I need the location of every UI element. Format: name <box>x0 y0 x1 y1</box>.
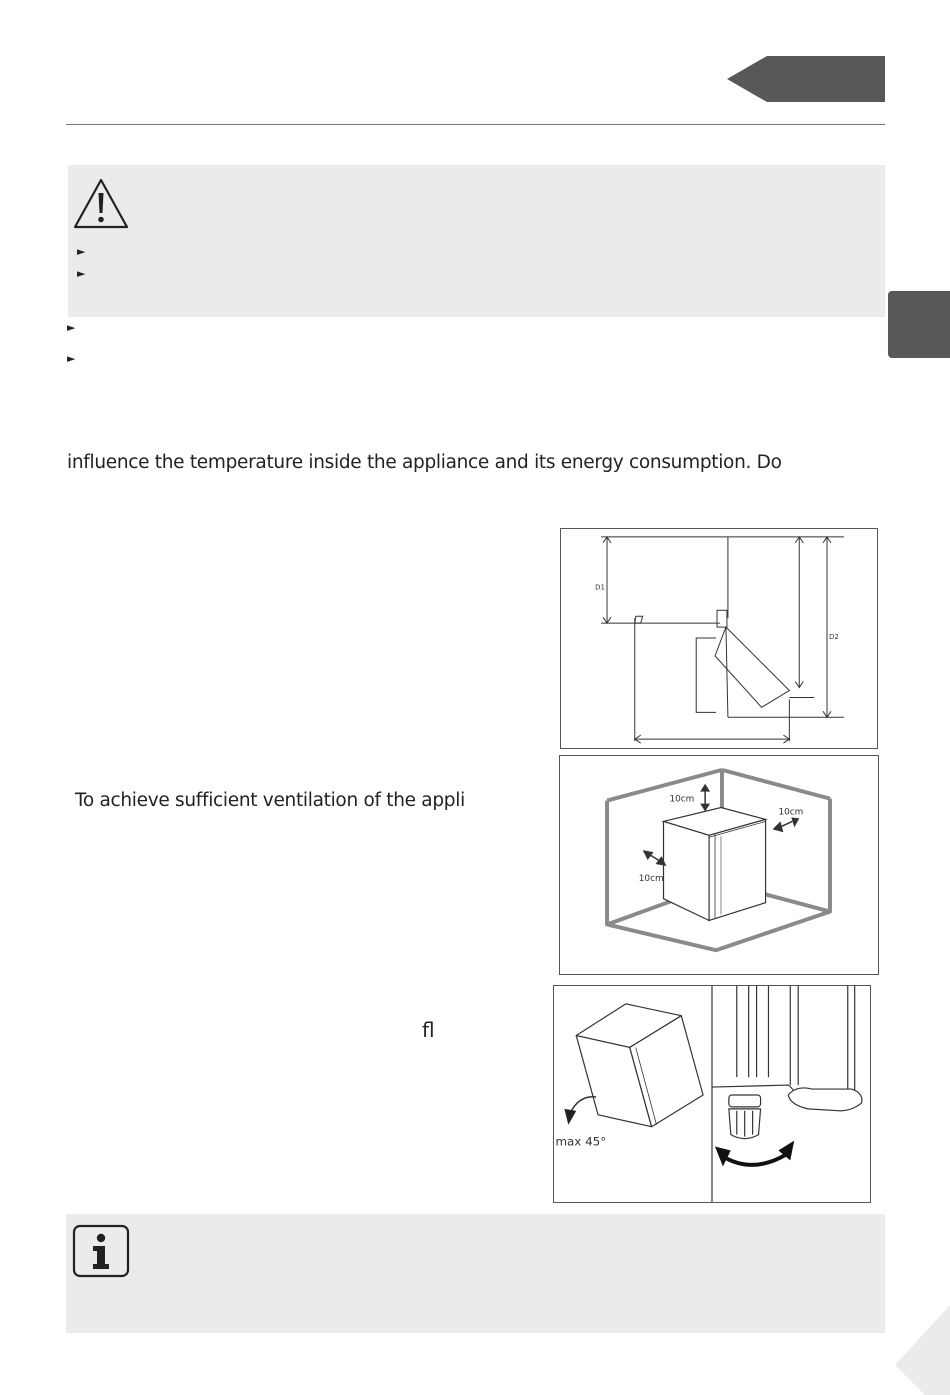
label-max-45: max 45° <box>555 1134 607 1149</box>
info-box <box>66 1214 885 1333</box>
label-side-10cm: 10cm <box>638 873 664 884</box>
side-section-tab <box>888 291 950 358</box>
info-icon <box>72 1224 130 1278</box>
warning-box <box>68 165 885 317</box>
header-rule <box>66 124 885 125</box>
paragraph-line-influence: influence the temperature inside the appliance and its energy consumption. Do <box>67 452 782 473</box>
levelling-figure <box>553 985 871 1203</box>
triangle-bullet-icon: ► <box>77 267 86 280</box>
warning-triangle-icon <box>72 177 130 231</box>
triangle-bullet-icon: ► <box>67 321 76 334</box>
label-back-10cm: 10cm <box>778 807 804 818</box>
paragraph-line-ventilation: To achieve sufficient ventilation of the appli <box>75 790 465 811</box>
label-top-10cm: 10cm <box>669 794 695 805</box>
label-d1: D1 <box>595 583 605 592</box>
header-tab-marker <box>727 56 885 102</box>
page-corner-marker <box>895 1305 950 1395</box>
ventilation-figure <box>559 755 879 975</box>
label-d2: D2 <box>828 632 839 641</box>
triangle-bullet-icon: ► <box>77 245 86 258</box>
door-clearance-figure <box>560 528 878 749</box>
ligature-fragment: fl <box>422 1018 435 1042</box>
triangle-bullet-icon: ► <box>67 352 76 365</box>
